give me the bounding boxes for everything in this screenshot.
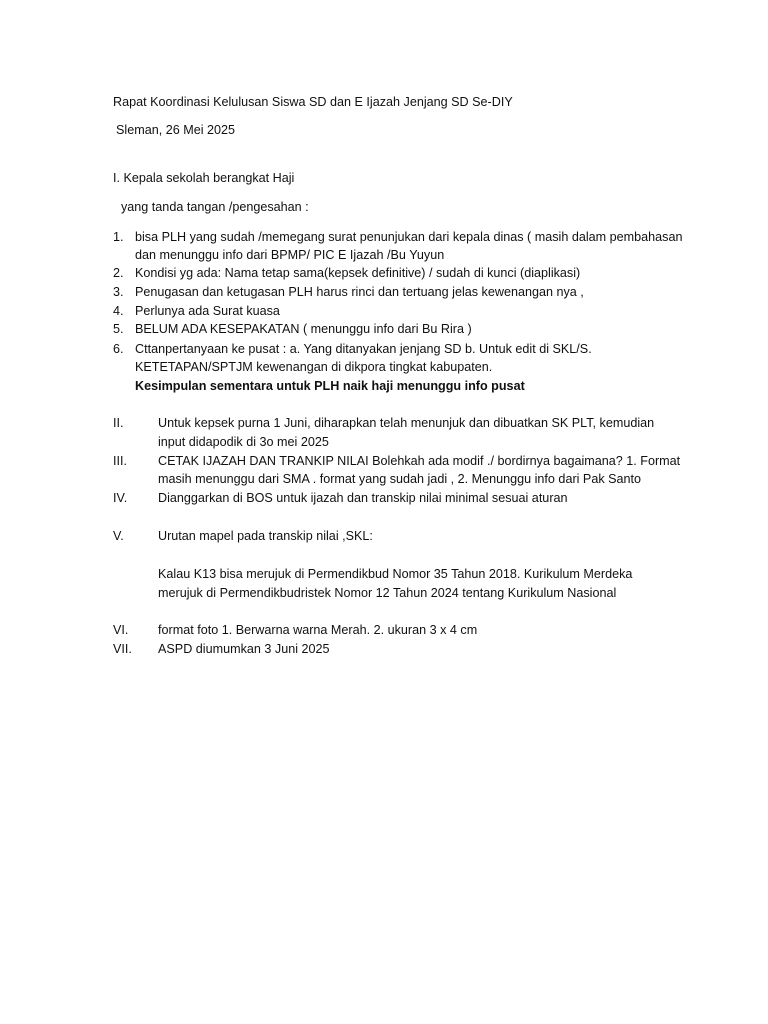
paragraph-text: merujuk di Permendikbudristek Nomor 12 Tahun 2024 tentang Kurikulum Nasional bbox=[158, 586, 617, 600]
section-heading-i: I. Kepala sekolah berangkat Haji bbox=[113, 171, 295, 185]
list-item-text: Perlunya ada Surat kuasa bbox=[135, 304, 280, 318]
list-item-text: Penugasan dan ketugasan PLH harus rinci dan tertuang jelas kewenangan nya , bbox=[135, 285, 584, 299]
roman-item-text: Untuk kepsek purna 1 Juni, diharapkan telah menunjuk dan dibuatkan SK PLT, kemudian bbox=[158, 416, 655, 430]
conclusion-text: Kesimpulan sementara untuk PLH naik haji menunggu info pusat bbox=[135, 379, 525, 393]
list-number: 5. bbox=[113, 322, 124, 336]
place-date: Sleman, 26 Mei 2025 bbox=[116, 123, 236, 137]
document-title: Rapat Koordinasi Kelulusan Siswa SD dan E Ijazah Jenjang SD Se-DIY bbox=[113, 95, 513, 109]
paragraph-text: Kalau K13 bisa merujuk di Permendikbud Nomor 35 Tahun 2018. Kurikulum Merdeka bbox=[158, 567, 633, 581]
section-subheading: yang tanda tangan /pengesahan : bbox=[121, 200, 309, 214]
roman-item-text: CETAK IJAZAH DAN TRANKIP NILAI Bolehkah ada modif ./ bordirnya bagaimana? 1. Format bbox=[158, 454, 681, 468]
roman-number: II. bbox=[113, 416, 124, 430]
list-number: 3. bbox=[113, 285, 124, 299]
roman-number: III. bbox=[113, 454, 127, 468]
list-item-text: KETETAPAN/SPTJM kewenangan di dikpora tingkat kabupaten. bbox=[135, 360, 493, 374]
list-item-text: dan menunggu info dari BPMP/ PIC E Ijazah /Bu Yuyun bbox=[135, 248, 445, 262]
roman-item-text: ASPD diumumkan 3 Juni 2025 bbox=[158, 642, 330, 656]
list-number: 6. bbox=[113, 342, 124, 356]
roman-item-text: Urutan mapel pada transkip nilai ,SKL: bbox=[158, 529, 373, 543]
list-item-text: Kondisi yg ada: Nama tetap sama(kepsek definitive) / sudah di kunci (diaplikasi) bbox=[135, 266, 581, 280]
roman-item-text: format foto 1. Berwarna warna Merah. 2. ukuran 3 x 4 cm bbox=[158, 623, 478, 637]
list-number: 1. bbox=[113, 230, 124, 244]
roman-number: VII. bbox=[113, 642, 132, 656]
list-number: 4. bbox=[113, 304, 124, 318]
roman-number: VI. bbox=[113, 623, 129, 637]
roman-number: V. bbox=[113, 529, 124, 543]
roman-item-text: Dianggarkan di BOS untuk ijazah dan transkip nilai minimal sesuai aturan bbox=[158, 491, 568, 505]
list-item-text: BELUM ADA KESEPAKATAN ( menunggu info dari Bu Rira ) bbox=[135, 322, 472, 336]
list-item-text: Cttanpertanyaan ke pusat : a. Yang ditanyakan jenjang SD b. Untuk edit di SKL/S. bbox=[135, 342, 592, 356]
roman-item-text: input didapodik di 3o mei 2025 bbox=[158, 435, 329, 449]
list-number: 2. bbox=[113, 266, 124, 280]
list-item-text: bisa PLH yang sudah /memegang surat penunjukan dari kepala dinas ( masih dalam pembahasan bbox=[135, 230, 683, 244]
roman-number: IV. bbox=[113, 491, 128, 505]
roman-item-text: masih menunggu dari SMA . format yang sudah jadi , 2. Menunggu info dari Pak Santo bbox=[158, 472, 642, 486]
